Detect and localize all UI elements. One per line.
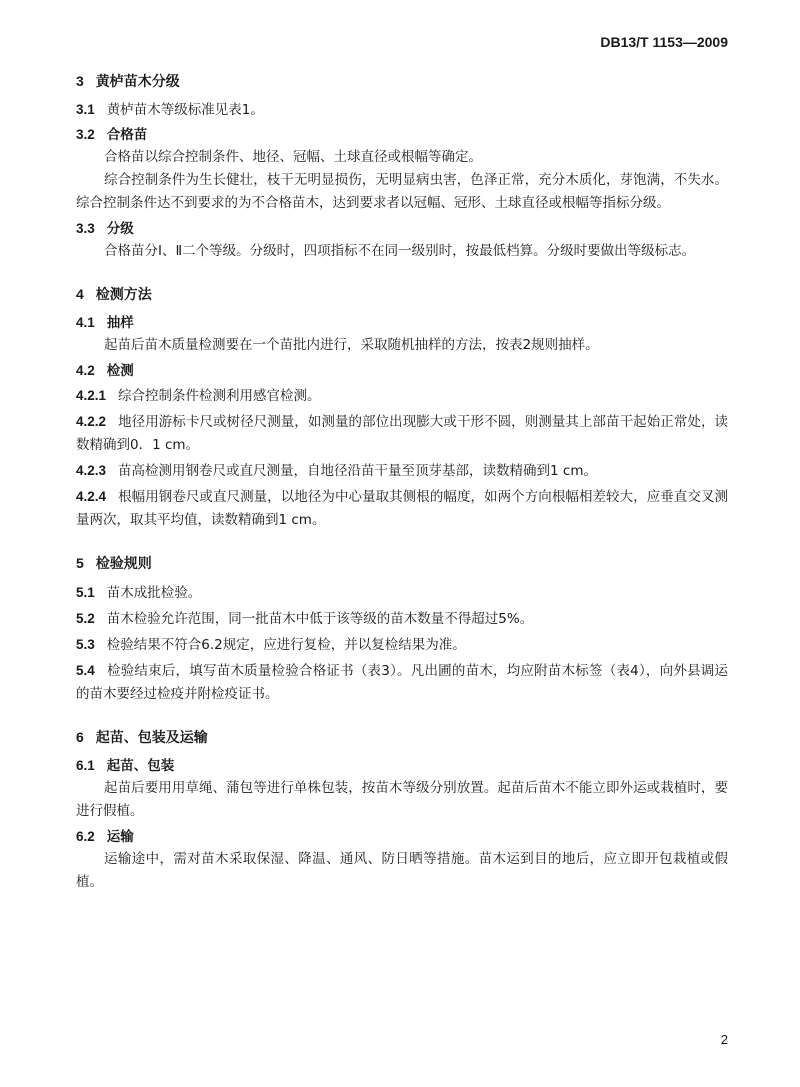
- clause-number: 3.1: [76, 102, 95, 117]
- clause-number: 4.2.1: [76, 388, 107, 403]
- section-number: 6: [76, 729, 84, 745]
- clause-text: 苗高检测用钢卷尺或直尺测量，自地径沿苗干量至顶芽基部，读数精确到1 cm。: [118, 463, 597, 479]
- clause-title: 运输: [106, 829, 134, 845]
- clause-5-3: [76, 633, 728, 657]
- paragraph: 起苗后苗木质量检测要在一个苗批内进行，采取随机抽样的方法，按表2规则抽样。: [104, 337, 599, 353]
- clause-number: 5.4: [76, 663, 95, 678]
- clause-5-2: [76, 607, 728, 631]
- clause-4-2-2: [76, 410, 728, 457]
- clause-text: 地径用游标卡尺或树径尺测量，如测量的部位出现膨大或干形不圆，则测量其上部苗干起始正常处，读数精确到0．1 cm。: [76, 414, 728, 453]
- clause-title: 起苗、包装: [106, 758, 175, 774]
- clause-number: 3.2: [76, 127, 95, 142]
- section-title: 检验规则: [95, 556, 152, 572]
- clause-4-2: [76, 360, 728, 382]
- paragraph: 合格苗分Ⅰ、Ⅱ二个等级。分级时，四项指标不在同一级别时，按最低档算。分级时要做出等级标志。: [104, 243, 696, 259]
- paragraph: 合格苗以综合控制条件、地径、冠幅、土球直径或根幅等确定。: [104, 149, 482, 165]
- clause-5-4: [76, 659, 728, 706]
- clause-number: 4.2.2: [76, 414, 107, 429]
- section-title: 黄栌苗木分级: [95, 74, 180, 90]
- clause-title: 分级: [106, 221, 134, 237]
- paragraph: 起苗后要用用草绳、蒲包等进行单株包装，按苗木等级分别放置。起苗后苗木不能立即外运或栽植时，要进行假植。: [76, 780, 728, 819]
- section-heading-3: [76, 70, 728, 93]
- clause-text: 苗木检验允许范围，同一批苗木中低于该等级的苗木数量不得超过5%。: [106, 611, 534, 627]
- clause-text: 黄栌苗木等级标准见表1。: [106, 102, 264, 118]
- clause-number: 4.1: [76, 315, 95, 330]
- section-title: 检测方法: [95, 287, 152, 303]
- document-body: [76, 60, 728, 894]
- clause-number: 4.2.3: [76, 463, 107, 478]
- standard-code: DB13/T 1153—2009: [600, 34, 728, 50]
- clause-number: 6.1: [76, 758, 95, 773]
- section-number: 3: [76, 73, 84, 89]
- clause-number: 6.2: [76, 829, 95, 844]
- section-heading-4: [76, 283, 728, 306]
- clause-number: 5.3: [76, 637, 95, 652]
- clause-number: 3.3: [76, 221, 95, 236]
- clause-6-2: [76, 826, 728, 848]
- clause-4-2-3: [76, 459, 728, 483]
- clause-title: 抽样: [106, 315, 134, 331]
- clause-text: 检验结束后，填写苗木质量检验合格证书（表3）。凡出圃的苗木，均应附苗木标签（表4），向外县调运的苗木要经过检疫并附检疫证书。: [76, 663, 728, 702]
- clause-number: 4.2.4: [76, 489, 107, 504]
- clause-3-3: [76, 218, 728, 240]
- clause-title: 检测: [106, 363, 134, 379]
- section-title: 起苗、包装及运输: [95, 730, 208, 746]
- clause-text: 综合控制条件检测利用感官检测。: [118, 388, 321, 404]
- section-number: 5: [76, 555, 84, 571]
- clause-number: 5.2: [76, 611, 95, 626]
- clause-4-2-1: [76, 384, 728, 408]
- clause-4-1: [76, 312, 728, 334]
- clause-5-1: [76, 581, 728, 605]
- clause-3-1: [76, 99, 728, 121]
- page-number: 2: [720, 1032, 728, 1047]
- section-number: 4: [76, 286, 84, 302]
- clause-6-1: [76, 755, 728, 777]
- clause-title: 合格苗: [106, 127, 148, 143]
- clause-text: 苗木成批检验。: [106, 585, 202, 601]
- clause-text: 根幅用钢卷尺或直尺测量，以地径为中心量取其侧根的幅度，如两个方向根幅相差较大，应垂直交叉测量两次，取其平均值，读数精确到1 cm。: [76, 489, 728, 528]
- clause-3-2: [76, 124, 728, 146]
- clause-number: 5.1: [76, 585, 95, 600]
- section-heading-6: [76, 726, 728, 749]
- paragraph: 运输途中，需对苗木采取保湿、降温、通风、防日晒等措施。苗木运到目的地后，应立即开包栽植或假植。: [76, 851, 728, 890]
- clause-4-2-4: [76, 485, 728, 532]
- clause-number: 4.2: [76, 363, 95, 378]
- paragraph: 综合控制条件为生长健壮，枝干无明显损伤，无明显病虫害，色泽正常，充分木质化，芽饱满，不失水。综合控制条件达不到要求的为不合格苗木，达到要求者以冠幅、冠形、土球直径或根幅等指标分级。: [76, 172, 728, 211]
- section-heading-5: [76, 552, 728, 575]
- clause-text: 检验结果不符合6.2规定，应进行复检，并以复检结果为准。: [106, 637, 466, 653]
